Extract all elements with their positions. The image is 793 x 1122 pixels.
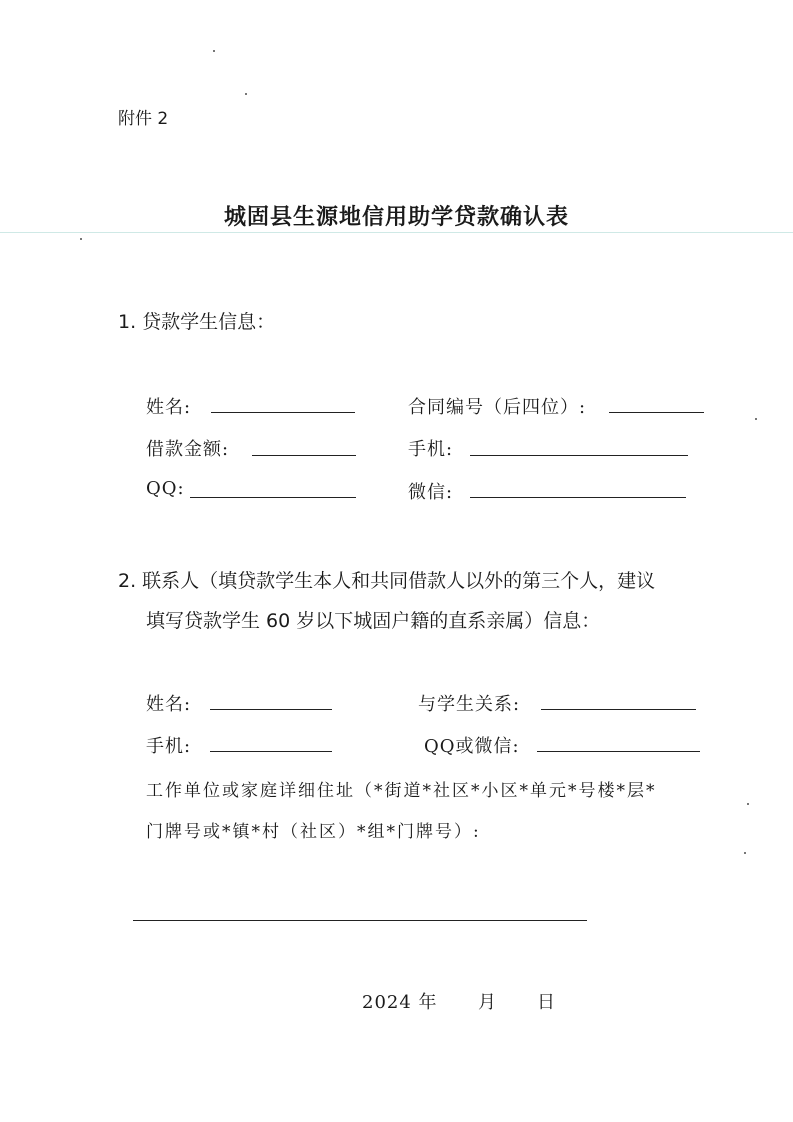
form-title: 城固县生源地信用助学贷款确认表 xyxy=(223,204,569,230)
scan-speck xyxy=(80,238,82,240)
student-name-label: 姓名: xyxy=(146,397,192,418)
contact-phone-label: 手机: xyxy=(146,736,192,757)
student-phone-label: 手机: xyxy=(408,439,454,460)
student-wechat-field[interactable] xyxy=(470,497,686,498)
scan-speck xyxy=(747,803,749,805)
date-month: 月 xyxy=(478,992,497,1013)
address-instruction-line1: 工作单位或家庭详细住址（*街道*社区*小区*单元*号楼*层* xyxy=(146,781,657,801)
scan-speck xyxy=(245,93,247,95)
contact-phone-field[interactable] xyxy=(210,751,332,752)
student-wechat-label: 微信: xyxy=(408,482,454,503)
contact-qq-wechat-label: QQ或微信: xyxy=(424,736,520,757)
relation-field[interactable] xyxy=(541,709,696,710)
student-qq-field[interactable] xyxy=(190,497,356,498)
loan-amount-label: 借款金额: xyxy=(146,439,230,460)
address-instruction-line2: 门牌号或*镇*村（社区）*组*门牌号）: xyxy=(146,822,481,842)
relation-label: 与学生关系: xyxy=(418,694,521,715)
section2-heading-line1: 2. 联系人（填贷款学生本人和共同借款人以外的第三个人，建议 xyxy=(118,570,656,592)
student-qq-label: QQ: xyxy=(146,478,185,499)
scan-speck xyxy=(744,852,746,854)
loan-amount-field[interactable] xyxy=(252,455,356,456)
date-year: 2024 年 xyxy=(362,992,438,1013)
date-day: 日 xyxy=(537,992,556,1013)
contact-qq-wechat-field[interactable] xyxy=(537,751,700,752)
scan-speck xyxy=(213,50,215,52)
section1-heading: 1. 贷款学生信息： xyxy=(118,311,276,333)
scan-speck xyxy=(755,418,757,420)
contact-name-field[interactable] xyxy=(210,709,332,710)
address-field[interactable] xyxy=(133,920,587,921)
section2-heading-line2: 填写贷款学生 60 岁以下城固户籍的直系亲属）信息： xyxy=(146,610,601,632)
contract-number-field[interactable] xyxy=(609,412,704,413)
attachment-label: 附件 2 xyxy=(118,109,169,129)
scan-artifact-line xyxy=(0,232,793,233)
student-name-field[interactable] xyxy=(211,412,355,413)
student-phone-field[interactable] xyxy=(470,455,688,456)
contact-name-label: 姓名: xyxy=(146,694,192,715)
contract-number-label: 合同编号（后四位）: xyxy=(408,397,587,418)
